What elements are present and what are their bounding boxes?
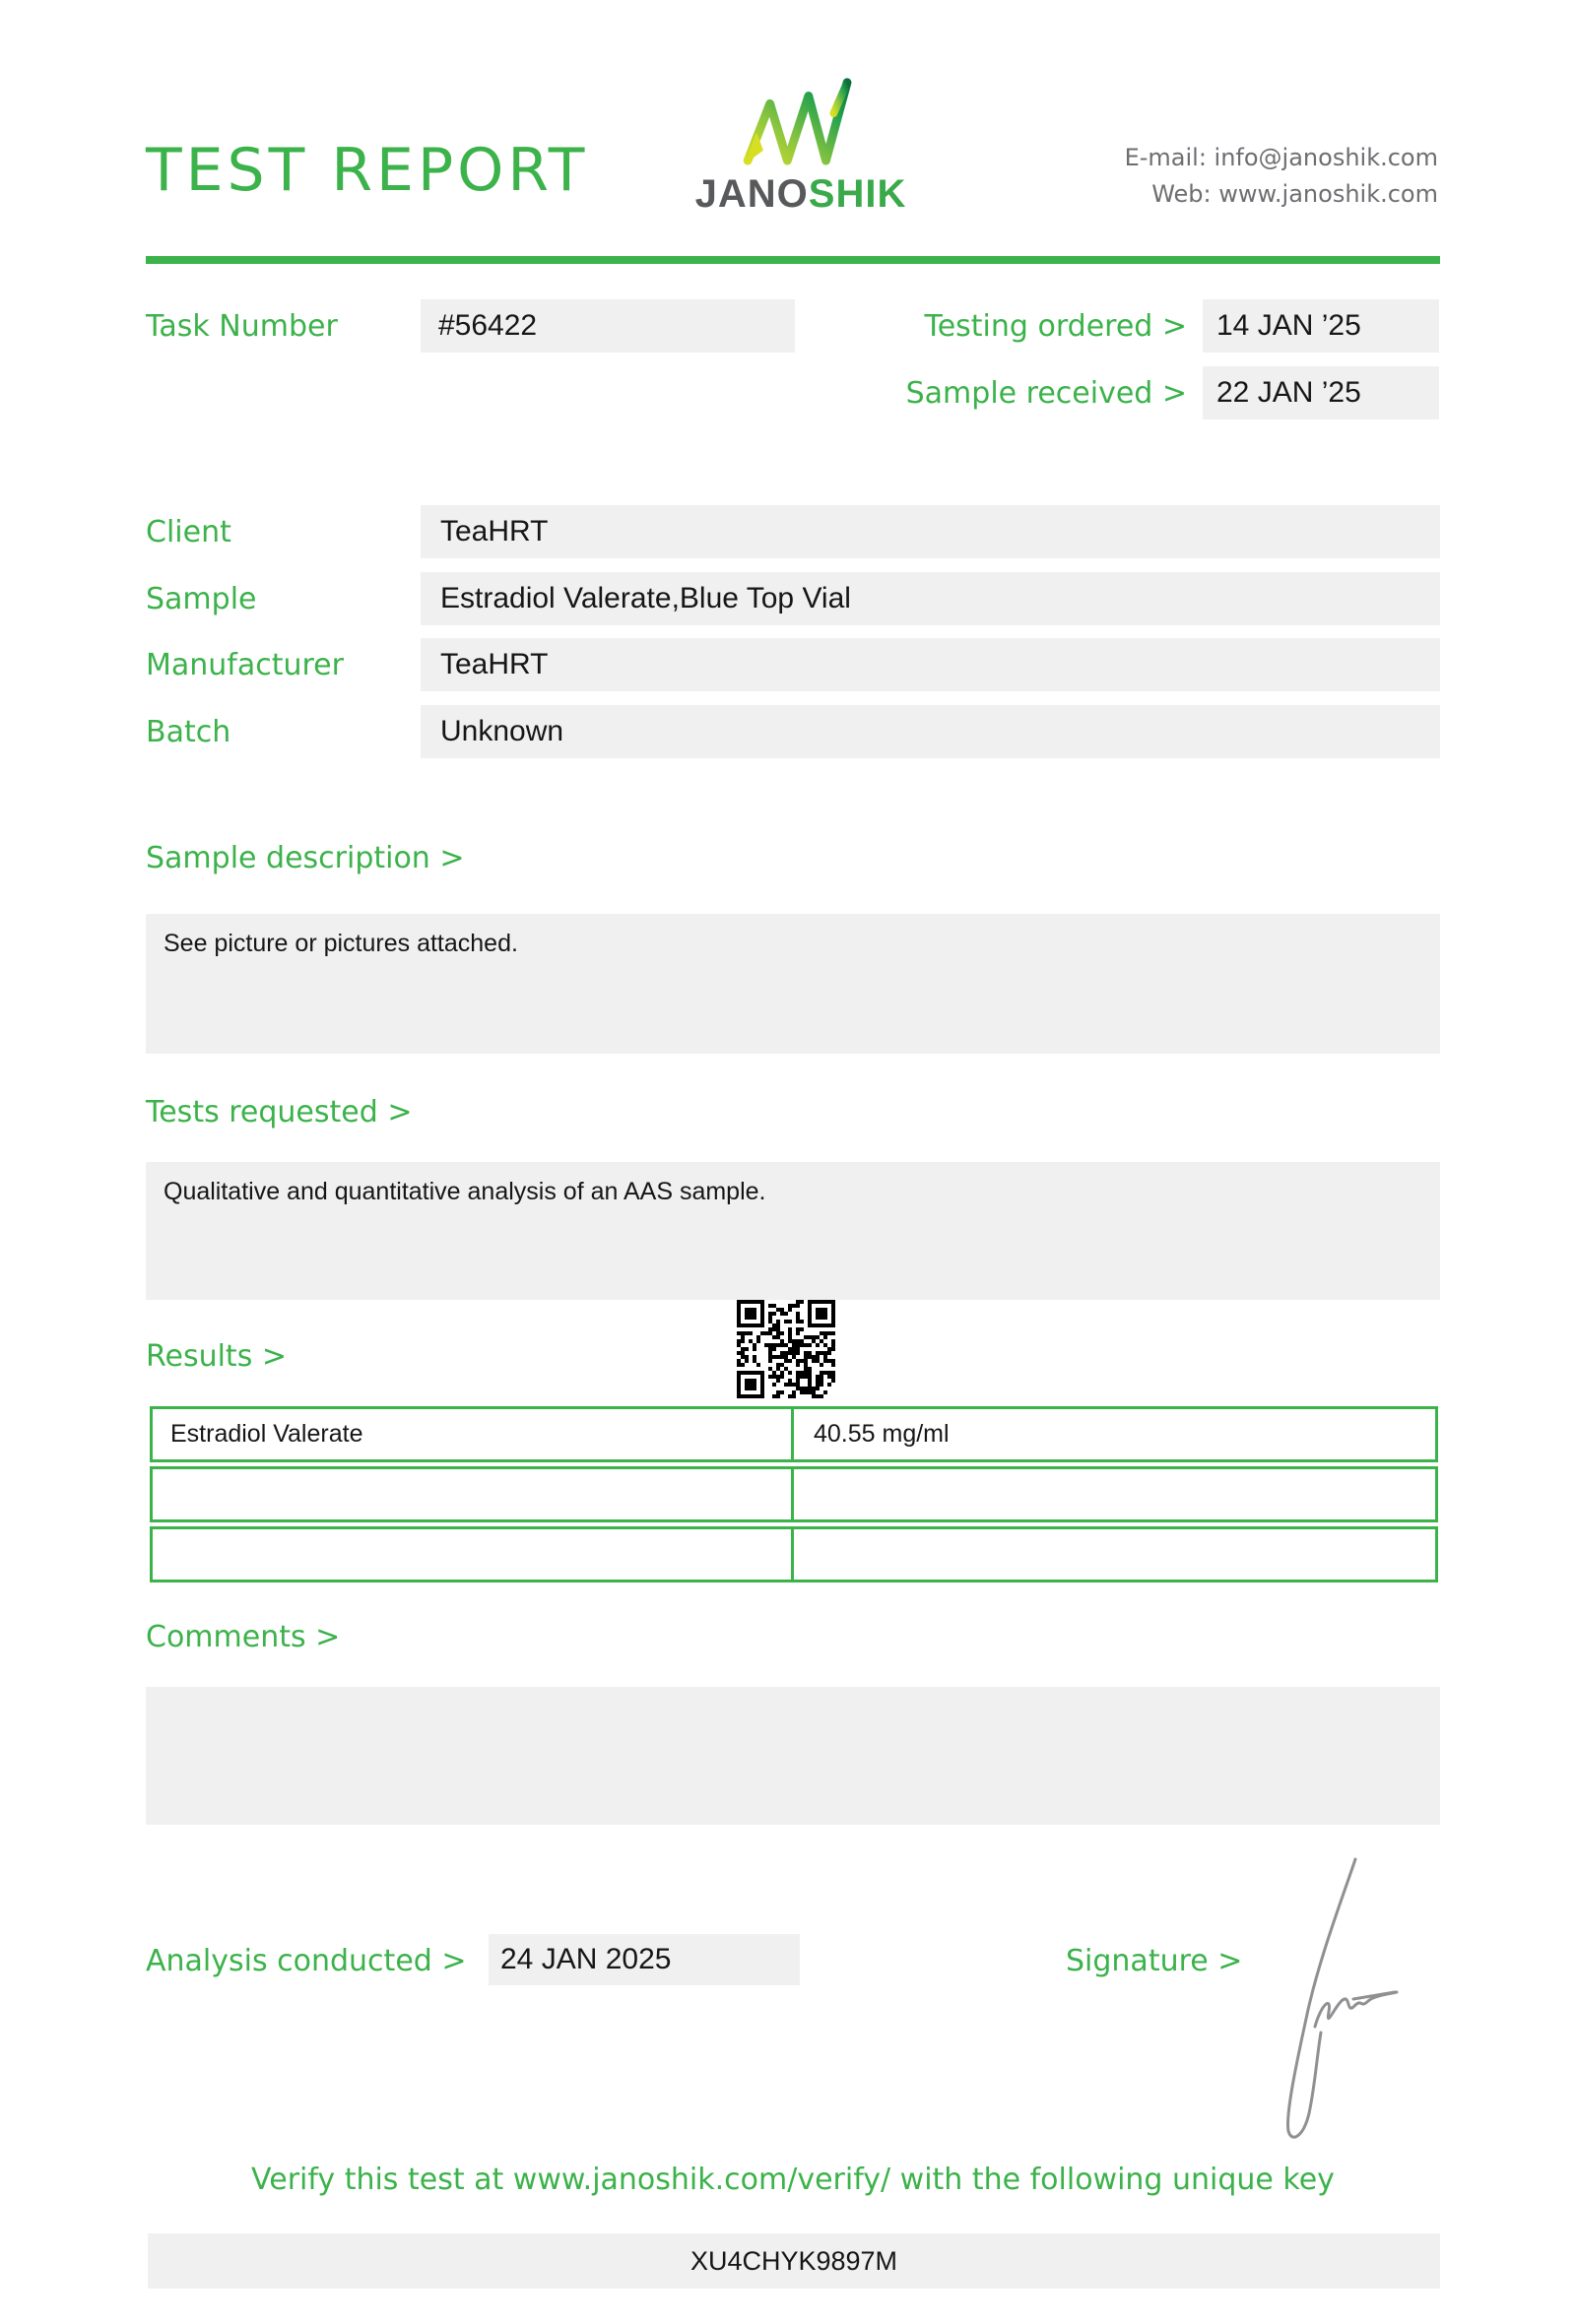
contact-email: E-mail: info@janoshik.com: [1124, 144, 1438, 171]
results-heading: Results >: [146, 1339, 287, 1374]
task-number-value: #56422: [421, 299, 795, 353]
sample-description-box: See picture or pictures attached.: [146, 914, 1440, 1054]
result-analyte: Estradiol Valerate: [153, 1409, 794, 1459]
analysis-date: 24 JAN 2025: [489, 1934, 800, 1985]
testing-ordered-label: Testing ordered >: [924, 309, 1187, 344]
table-row: [150, 1406, 1438, 1462]
task-number-label: Task Number: [146, 309, 338, 344]
janoshik-logo-icon: [738, 71, 864, 167]
sample-received-date: 22 JAN ’25: [1203, 366, 1439, 420]
tests-requested-box: Qualitative and quantitative analysis of an AAS sample.: [146, 1162, 1440, 1300]
comments-box: [146, 1687, 1440, 1825]
signature-label: Signature >: [1066, 1944, 1243, 1978]
client-value: TeaHRT: [421, 505, 1440, 558]
header-divider: [146, 256, 1440, 264]
sample-received-label: Sample received >: [905, 376, 1187, 411]
manufacturer-value: TeaHRT: [421, 638, 1440, 691]
janoshik-logo-text: [678, 172, 924, 217]
comments-heading: Comments >: [146, 1620, 341, 1654]
qr-code: [737, 1300, 835, 1398]
contact-info: [1125, 140, 1438, 213]
client-label: Client: [146, 515, 231, 549]
batch-label: Batch: [146, 715, 231, 749]
logo-jano: JANO: [694, 172, 809, 216]
analysis-conducted-label: Analysis conducted >: [146, 1944, 467, 1978]
manufacturer-label: Manufacturer: [146, 648, 344, 682]
results-table: [150, 1406, 1438, 1586]
testing-ordered-date: 14 JAN ’25: [1203, 299, 1439, 353]
contact-web: Web: www.janoshik.com: [1151, 180, 1438, 208]
result-value: [794, 1469, 1435, 1519]
result-analyte: [153, 1469, 794, 1519]
tests-requested-heading: Tests requested >: [146, 1095, 413, 1130]
page-title: TEST REPORT: [146, 136, 589, 205]
table-row: [150, 1526, 1438, 1582]
sample-label: Sample: [146, 582, 257, 616]
logo-shik: SHIK: [808, 172, 907, 216]
result-analyte: [153, 1529, 794, 1580]
verify-instruction: Verify this test at www.janoshik.com/verify/ with the following unique key: [251, 2163, 1335, 2197]
sample-value: Estradiol Valerate,Blue Top Vial: [421, 572, 1440, 625]
signature-scrawl: [1259, 1851, 1409, 2145]
result-value: 40.55 mg/ml: [814, 1420, 950, 1448]
janoshik-logo: [678, 71, 924, 217]
verify-key: XU4CHYK9897M: [148, 2233, 1440, 2289]
table-row: [150, 1466, 1438, 1522]
result-value: [794, 1529, 1435, 1580]
sample-description-heading: Sample description >: [146, 841, 465, 875]
batch-value: Unknown: [421, 705, 1440, 758]
